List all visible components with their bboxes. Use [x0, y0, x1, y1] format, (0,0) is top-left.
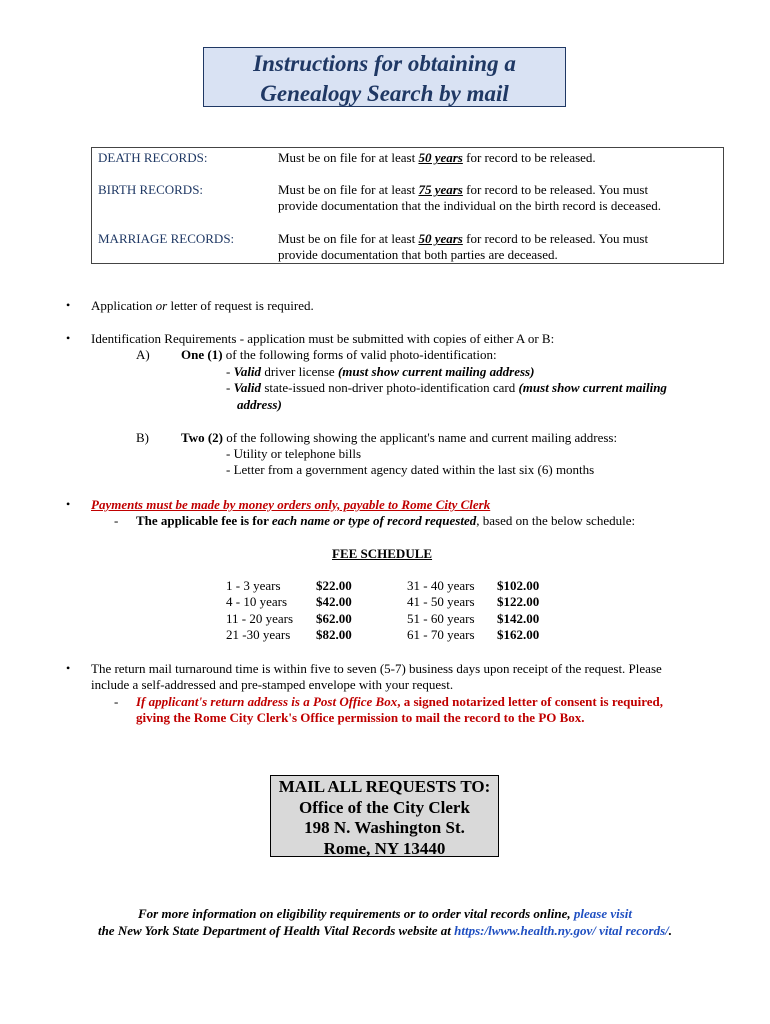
fee-description: The applicable fee is for each name or type of record requested, based on the below schedule: [136, 513, 636, 528]
marriage-records-text: Must be on file for at least 50 years for record to be released. You must provide documentation that both parties are deceased. [278, 231, 649, 262]
mail-line-2: 198 N. Washington St. [304, 818, 465, 837]
death-records-label: DEATH RECORDS: [98, 150, 208, 165]
fee-amount: $42.00 [316, 594, 352, 610]
fee-range: 11 - 20 years [226, 610, 294, 626]
fee-amount: $102.00 [497, 578, 540, 593]
mail-line-3: Rome, NY 13440 [323, 838, 446, 858]
birth-records-label: BIRTH RECORDS: [98, 182, 204, 197]
fee-range: 51 - 60 years [407, 610, 475, 626]
option-a-text: One (1) of the following forms of valid photo-identification: [181, 347, 497, 362]
mail-line-1: Office of the City Clerk [299, 797, 470, 817]
fee-range: 61 - 70 years [407, 626, 475, 642]
payment-requirement: Payments must be made by money orders only, payable to Rome City Clerk [91, 497, 491, 512]
return-mail-line-1: The return mail turnaround time is within five to seven (5-7) business days upon receipt of the request. Please [91, 661, 662, 676]
option-b-label: B) [136, 430, 149, 445]
option-a-label: A) [136, 347, 150, 362]
po-box-notice-line-2: giving the Rome City Clerk's Office permission to mail the record to the PO Box. [136, 710, 585, 725]
bullet-application: • [66, 298, 71, 312]
marriage-records-label: MARRIAGE RECORDS: [98, 231, 235, 246]
fee-amount: $142.00 [497, 610, 540, 626]
fee-amount: $62.00 [316, 610, 352, 626]
fee-row [407, 611, 539, 627]
fee-schedule-heading: FEE SCHEDULE [332, 546, 433, 561]
footer-line-1: For more information on eligibility requirements or to order vital records online, please visit [137, 906, 633, 921]
fee-amount: $22.00 [316, 578, 352, 593]
fee-row [407, 594, 539, 610]
fee-row [407, 578, 539, 594]
option-b-text: Two (2) of the following showing the applicant's name and current mailing address: [181, 430, 618, 445]
identification-intro: Identification Requirements - application must be submitted with copies of either A or B: [91, 331, 555, 346]
vital-records-link[interactable]: https:/lwww.health.ny.gov/ vital records/ [454, 923, 669, 938]
mail-heading: MAIL ALL REQUESTS TO: [278, 777, 491, 796]
option-b-item-2: - Letter from a government agency dated within the last six (6) months [226, 462, 595, 477]
application-text: Application or letter of request is required. [91, 298, 314, 313]
bullet-identification: • [66, 331, 71, 345]
birth-records-text: Must be on file for at least 75 years for record to be released. You must provide documentation that the individual on the birth record is deceased. [278, 182, 662, 213]
fee-table-left [226, 578, 352, 643]
fee-row [226, 594, 352, 610]
option-a-item-2: - Valid state-issued non-driver photo-identification card (must show current mailing [226, 380, 667, 395]
fee-row [226, 611, 352, 627]
fee-table-right [407, 578, 539, 643]
option-a-item-2-cont: address) [237, 397, 282, 412]
po-box-notice-line-1: If applicant's return address is a Post Office Box, a signed notarized letter of consent is required, [136, 694, 663, 709]
death-records-text: Must be on file for at least 50 years for record to be released. [278, 150, 596, 165]
fee-amount: $162.00 [497, 626, 540, 642]
fee-dash: - [114, 513, 119, 528]
return-mail-line-2: include a self-addressed and pre-stamped envelope with your request. [91, 677, 454, 692]
fee-range: 1 - 3 years [226, 578, 281, 593]
bullet-return-mail: • [66, 661, 71, 675]
footer-line-2: the New York State Department of Health Vital Records website at https:/lwww.health.ny.gov/ vital records/. [97, 923, 673, 938]
fee-amount: $82.00 [316, 626, 352, 642]
fee-row [226, 578, 352, 594]
mailing-address-box [270, 775, 499, 857]
page-title [203, 47, 566, 107]
fee-amount: $122.00 [497, 594, 540, 610]
title-line-1: Instructions for obtaining a [253, 51, 516, 76]
po-box-dash: - [114, 694, 119, 709]
bullet-payment: • [66, 497, 71, 511]
title-line-2: Genealogy Search by mail [260, 81, 509, 106]
fee-row [226, 627, 352, 643]
fee-range: 31 - 40 years [407, 578, 475, 593]
fee-range: 41 - 50 years [407, 594, 475, 610]
fee-range: 4 - 10 years [226, 594, 288, 610]
fee-range: 21 -30 years [226, 626, 291, 642]
option-b-item-1: - Utility or telephone bills [226, 446, 362, 461]
fee-row [407, 627, 539, 643]
option-a-item-1: - Valid driver license (must show current mailing address) [226, 364, 535, 379]
